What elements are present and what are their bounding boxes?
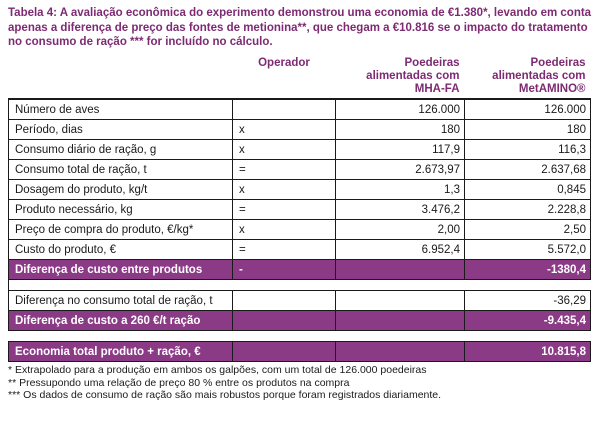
cost-260-value: -9.435,4 [465, 311, 591, 331]
row-met-value: 0,845 [465, 180, 591, 200]
row-label: Consumo total de ração, t [9, 160, 233, 180]
row-met-value: 5.572,0 [465, 240, 591, 260]
row-mha-value: 3.476,2 [336, 200, 465, 220]
row-operator: x [233, 220, 336, 240]
table-header-row [9, 55, 591, 99]
feed-difference-label: Diferença no consumo total de ração, t [9, 291, 233, 311]
table-row [9, 200, 591, 220]
row-operator: x [233, 140, 336, 160]
row-mha-value: 126.000 [336, 99, 465, 120]
cost-difference-empty [336, 260, 465, 280]
total-savings-empty [336, 342, 465, 362]
row-label: Custo do produto, € [9, 240, 233, 260]
table-row [9, 180, 591, 200]
table-row [9, 120, 591, 140]
row-met-value: 2.637,68 [465, 160, 591, 180]
row-label: Dosagem do produto, kg/t [9, 180, 233, 200]
header-mha-fa: Poedeiras alimentadas com MHA-FA [336, 55, 465, 99]
table-row [9, 220, 591, 240]
cost-260-empty [336, 311, 465, 331]
row-met-value: 2,50 [465, 220, 591, 240]
footnote-2: ** Pressupondo uma relação de preço 80 % entre os produtos na compra [8, 376, 350, 389]
row-label: Preço de compra do produto, €/kg* [9, 220, 233, 240]
row-label: Consumo diário de ração, g [9, 140, 233, 160]
header-operator: Operador [233, 55, 336, 99]
total-savings-label: Economia total produto + ração, € [9, 342, 233, 362]
total-savings-row [9, 342, 591, 362]
row-mha-value: 2,00 [336, 220, 465, 240]
spacer-row [9, 280, 591, 291]
row-mha-value: 1,3 [336, 180, 465, 200]
row-met-value: 2.228,8 [465, 200, 591, 220]
table-caption: Tabela 4: A avaliação econômica do experimento demonstrou uma economia de €1.380*, levando em conta apenas a diferença de preço das fontes de metionina**, que chegam a €10.816 se o impacto do tratamento no consumo de ração *** for incluído no cálculo. [8, 7, 592, 48]
row-operator: x [233, 120, 336, 140]
cost-260-operator [233, 311, 336, 331]
feed-difference-value: -36,29 [465, 291, 591, 311]
cost-260-row [9, 311, 591, 331]
row-met-value: 126.000 [465, 99, 591, 120]
cost-difference-operator: - [233, 260, 336, 280]
spacer [9, 331, 591, 342]
row-label: Número de aves [9, 99, 233, 120]
cost-difference-value: -1380,4 [465, 260, 591, 280]
table-row [9, 240, 591, 260]
row-operator [233, 99, 336, 120]
feed-difference-operator [233, 291, 336, 311]
row-operator: = [233, 240, 336, 260]
cost-260-label: Diferença de custo a 260 €/t ração [9, 311, 233, 331]
total-savings-operator [233, 342, 336, 362]
cost-difference-row [9, 260, 591, 280]
footnote-1: * Extrapolado para a produção em ambos os galpões, com um total de 126.000 poedeiras [8, 364, 427, 376]
row-operator: x [233, 180, 336, 200]
row-met-value: 116,3 [465, 140, 591, 160]
row-mha-value: 180 [336, 120, 465, 140]
feed-difference-empty [336, 291, 465, 311]
row-mha-value: 117,9 [336, 140, 465, 160]
footnotes [8, 364, 593, 402]
row-operator: = [233, 200, 336, 220]
spacer [9, 280, 591, 291]
table-row [9, 160, 591, 180]
feed-difference-row [9, 291, 591, 311]
row-mha-value: 6.952,4 [336, 240, 465, 260]
cost-difference-label: Diferença de custo entre produtos [9, 260, 233, 280]
table-row [9, 99, 591, 120]
economic-evaluation-table [8, 55, 591, 362]
total-savings-value: 10.815,8 [465, 342, 591, 362]
footnote-3: *** Os dados de consumo de ração são mais robustos porque foram registrados diariamente. [8, 389, 442, 401]
table-row [9, 140, 591, 160]
row-met-value: 180 [465, 120, 591, 140]
header-label-cell [9, 55, 233, 99]
spacer-row [9, 331, 591, 342]
header-metamino: Poedeiras alimentadas com MetAMINO® [465, 55, 591, 99]
row-label: Período, dias [9, 120, 233, 140]
row-operator: = [233, 160, 336, 180]
row-label: Produto necessário, kg [9, 200, 233, 220]
row-mha-value: 2.673,97 [336, 160, 465, 180]
